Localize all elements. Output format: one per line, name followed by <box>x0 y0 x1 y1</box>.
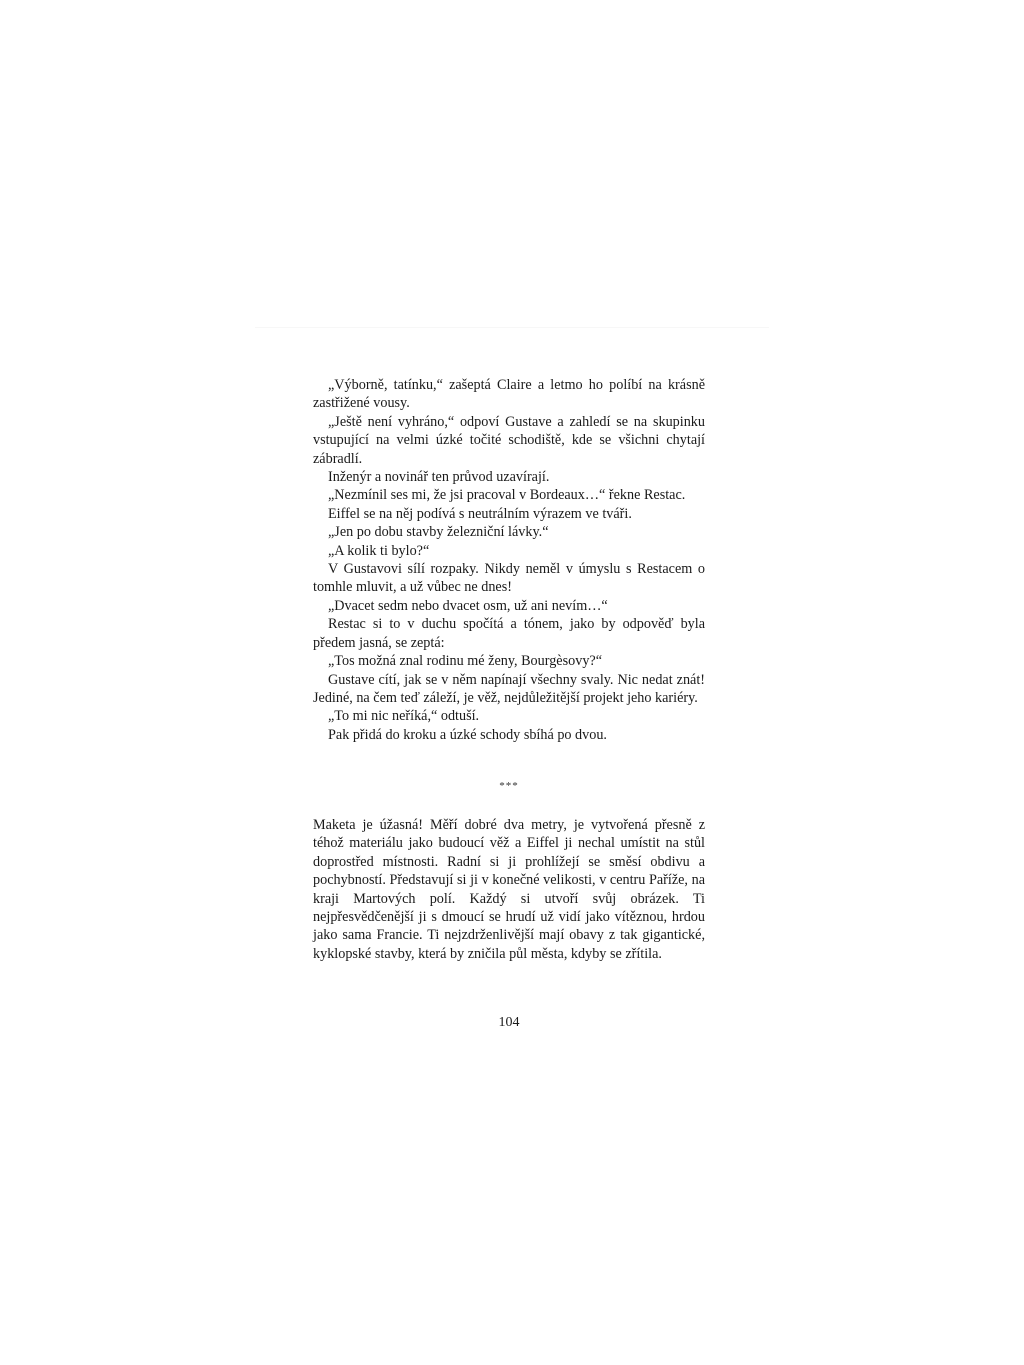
paragraph: „Jen po dobu stavby železniční lávky.“ <box>328 524 549 541</box>
paragraph: Inženýr a novinář ten průvod uzavírají. <box>328 469 550 486</box>
paragraph: „Výborně, tatínku,“ zašeptá Claire a letmo ho políbí na krásně zastřižené vousy. <box>313 377 705 412</box>
paragraph: „Ještě není vyhráno,“ odpoví Gustave a zahledí se na skupinku vstupující na velmi úzké točité schodiště, kde se všichni chytají zábradlí. <box>313 413 705 467</box>
narrative-paragraph: Maketa je úžasná! Měří dobré dva metry, je vytvořená přesně z téhož materiálu jako budoucí věž a Eiffel ji nechal umístit na stůl doprostřed místnosti. Radní si ji prohlížejí se směsí obdivu a pochybností. Představují si ji v konečné velikosti, v centru Paříže, na kraji Martových polí. Každý si utvoří svůj obrázek. Ti nejpřesvědčenější ji s dmoucí se hrudí už vidí jako vítěznou, hrdou jako sama Francie. Ti nejzdrženlivější mají obavy z tak gigantické, kyklopské stavby, která by zničila půl města, kdyby se zřítila. <box>313 817 705 962</box>
paragraph: Restac si to v duchu spočítá a tónem, jako by odpověď byla předem jasná, se zeptá: <box>313 616 705 651</box>
paragraph: „A kolik ti bylo?“ <box>328 542 430 559</box>
page-edge-line <box>255 327 769 328</box>
section-separator: *** <box>499 780 519 792</box>
paragraph: Gustave cítí, jak se v něm napínají všechny svaly. Nic nedat znát! Jediné, na čem teď záleží, je věž, nejdůležitější projekt jeho kariéry. <box>313 671 705 706</box>
paragraph: „Nezmínil ses mi, že jsi pracoval v Bordeaux…“ řekne Restac. <box>328 487 686 504</box>
paragraph: Eiffel se na něj podívá s neutrálním výrazem ve tváři. <box>328 505 632 522</box>
dialogue-section <box>313 376 705 744</box>
paragraph: „Tos možná znal rodinu mé ženy, Bourgèsovy?“ <box>328 653 603 670</box>
paragraph: „Dvacet sedm nebo dvacet osm, už ani nevím…“ <box>328 597 608 614</box>
paragraph: V Gustavovi sílí rozpaky. Nikdy neměl v úmyslu s Restacem o tomhle mluvit, a už vůbec ne dnes! <box>313 561 705 596</box>
paragraph: Pak přidá do kroku a úzké schody sbíhá po dvou. <box>328 726 607 743</box>
paragraph: „To mi nic neříká,“ odtuší. <box>328 708 480 725</box>
page-number: 104 <box>498 1015 520 1030</box>
